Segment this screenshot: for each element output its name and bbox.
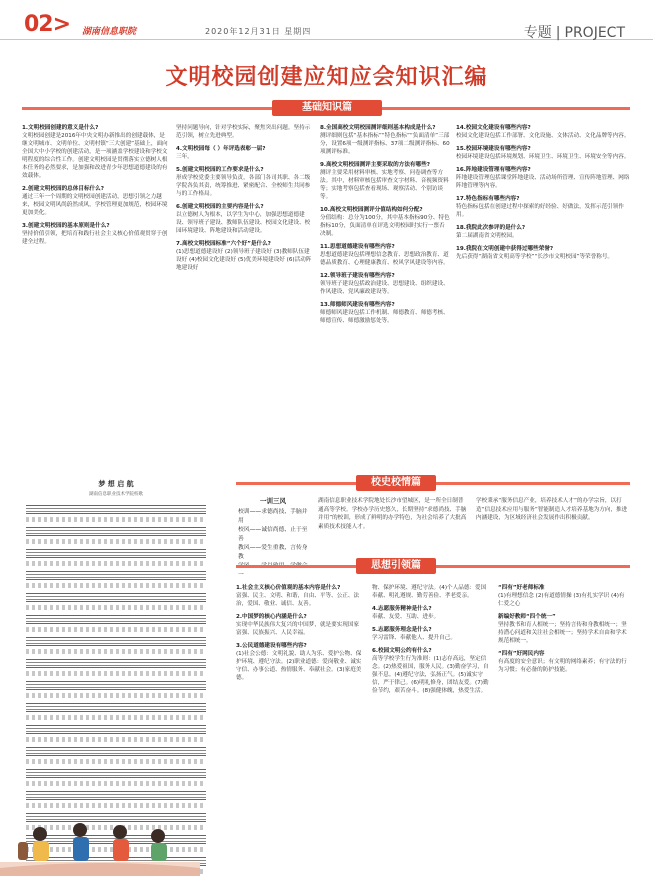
question-heading: “四有”好网民内容: [498, 651, 545, 657]
question-heading: 2.创建文明校园的总体目标什么?: [22, 186, 104, 192]
question-heading: 1.社会主义核心价值观的基本内容是什么?: [236, 585, 341, 591]
question-heading: 7.高校文明校园标准“六个好”是什么?: [176, 241, 271, 247]
answer-text: 校园环境建设包括环境规划、环境卫生、环境卫生、环境安全等内容。: [456, 154, 630, 160]
answer-text: 文明校园创建是2016年中央文明办新推出的创建载体，是继文明城市、文明单位、文明村镇“三大创建”基础上，面向全国大中小学校的创建活动，是一项涵盖学校建设和学校文明程度的综合性工作。创建文明校园是贯彻落实立德树人根本任务的必然要求，是加强和改进青少年思想道德建设的有效载体。: [22, 133, 168, 179]
question-heading: 5.创建文明校园的工作要求是什么?: [176, 167, 264, 173]
music-staff: [26, 747, 206, 756]
answer-text: 先后获得“湖南省文明高等学校”“长沙市文明校园”等荣誉称号。: [456, 254, 614, 260]
answer-text: 以立德树人为根本，以学生为中心，加强思想道德建设、领导班子建设、教师队伍建设、校园文化建设、校园环境建设、阵地建设和活动建设。: [176, 212, 311, 234]
music-staff: [26, 681, 206, 690]
lyric-line: [26, 737, 206, 742]
answer-text: 思想道德建设包括理想信念教育、思想政治教育、道德品质教育、心理健康教育、校风学风建设等内容。: [320, 252, 449, 266]
question-heading: 新编好教师“四个统一”: [498, 614, 556, 620]
lyric-line: [26, 693, 206, 698]
answer-text: 师德师风建设包括工作机制、师德教育、师德考核、师德宣传、师德激励惩处等。: [320, 310, 449, 324]
music-staff: [26, 659, 206, 668]
answer-text: 领导班子建设包括政治建设、思想建设、组织建设、作风建设、党风廉政建设等。: [320, 281, 449, 295]
question-heading: 8.全国高校文明校园测评细则基本构成是什么?: [320, 125, 436, 131]
question-heading: 15.校园环境建设有哪些内容?: [456, 146, 531, 152]
question-heading: 12.领导班子建设有哪些内容?: [320, 273, 395, 279]
answer-text: 阵地建设管理包括课堂阵地建设、活动场所管理、宣传阵地管理、网络阵地管理等内容。: [456, 175, 630, 189]
music-staff: [26, 703, 206, 712]
answer-text: 实现中华民族伟大复兴的中国梦，就是要实现国家富强、民族振兴、人民幸福。: [236, 622, 360, 636]
campus-band: [236, 475, 630, 491]
question-heading: 11.思想道德建设有哪些内容?: [320, 244, 395, 250]
answer-text: 富强、民主、文明、和谐，自由、平等、公正、法治，爱国、敬业、诚信、友善。: [236, 593, 360, 607]
answer-text: 坚持价值引领，把培育和践行社会主义核心价值观贯穿于创建全过程。: [22, 231, 168, 245]
answer-text: 坚持教书和育人相统一；坚持言传和身教相统一；坚持潜心问道和关注社会相统一；坚持学术自由和学术规范相统一。: [498, 622, 627, 644]
lyric-line: [26, 715, 206, 720]
question-heading: 18.我院此次参评的是什么?: [456, 225, 526, 231]
lyric-line: [26, 627, 206, 632]
lyric-line: [26, 649, 206, 654]
answer-text: 校园文化建设包括工作部署、文化设施、文体活动、文化品牌等内容。: [456, 133, 630, 139]
basics-column-2: [176, 124, 312, 272]
question-heading: 6.校园文明公约有什么?: [372, 648, 432, 654]
campus-text-2: 学校秉承“服务信息产业，培养技术人才”的办学宗旨，以打造“信息技术应用与服务”智能制造人才培养基地为方向，推进内涵建设，为区域经济社会发展作出积极贡献。: [476, 498, 628, 521]
answer-text: 分值结构：总分为100分，其中基本指标90分、特色指标10分，负面清单在评选文明校园时实行一票否决制。: [320, 215, 450, 237]
lyric-line: [26, 539, 206, 544]
answer-text: (1)社会公德：文明礼貌、助人为乐、爱护公物、保护环境、遵纪守法。(2)职业道德：爱岗敬业、诚实守信、办事公道、热情服务、奉献社会。(3)家庭美德。: [236, 651, 362, 681]
answer-text: (1)有理想信念 (2)有道德情操 (3)有扎实学识 (4)有仁爱之心: [498, 593, 625, 607]
music-staff: [26, 549, 206, 558]
students-illustration: [0, 808, 200, 876]
thought-column-2: [372, 584, 490, 695]
lyric-line: [26, 583, 206, 588]
answer-text: 通过三年一个周期的文明校园创建活动，思想引领之力越来，校园文明风尚蔚然成风，学校管理更加规范，校园环境更加美化。: [22, 194, 168, 216]
song-sheet: [22, 473, 210, 845]
question-heading: 6.创建文明校园的主要内容是什么?: [176, 204, 264, 210]
answer-text: 测评细则包括“基本指标”“特色指标”“负面清单”三部分，设置6项一级测评指标、37项二级测评指标、60项测评标准。: [320, 133, 450, 155]
answer-text: 特色指标包括在创建过程中探索的好经验、好做法，发挥示范引领作用。: [456, 204, 624, 218]
question-heading: 14.校园文化建设有哪些内容?: [456, 125, 531, 131]
basics-column-3: [320, 124, 450, 325]
campus-text-1: 湖南信息职业技术学院地处长沙市望城区，是一所全日制普通高等学校。学校办学历史悠久，长期坚持“求德尚技、手脑并用”的校训，形成了鲜明的办学特色，为社会培养了大批高素质技术技能人才。: [318, 498, 467, 530]
basics-column-4: [456, 124, 630, 261]
answer-text: 坚持问题导向，针对学校实际，聚焦突出问题。坚持示范引领，树立先进典型。: [176, 125, 311, 139]
music-staff: [26, 725, 206, 734]
page-header: [0, 0, 653, 40]
question-heading: 5.志愿服务理念是什么?: [372, 627, 432, 633]
answer-text: 第二届湖南省文明校园。: [456, 233, 518, 239]
music-staff: [26, 527, 206, 536]
thought-band: [236, 558, 630, 574]
motto-line: 教风——爱生重教、言传身教: [238, 545, 308, 560]
question-heading: 4.志愿服务精神是什么?: [372, 606, 432, 612]
lyric-line: [26, 759, 206, 764]
answer-text: 高等学校学生行为准则：(1)志存高远，坚定信念。(2)热爱祖国，服务人民。(3)勤奋学习，自强不息。(4)遵纪守法，弘扬正气。(5)诚实守信，严于律己。(6)明礼修身，团结友爱。(7)勤俭节约，艰苦奋斗。(8)强健体魄，热爱生活。: [372, 656, 489, 694]
motto-line: 校风——诚信尚德、止于至善: [238, 527, 308, 542]
music-staff: [26, 615, 206, 624]
question-heading: 3.公民道德建设有哪些内容?: [236, 643, 307, 649]
music-staff: [26, 505, 206, 514]
motto-line: 一: [238, 572, 244, 578]
answer-text: 奉献、友爱、互助、进步。: [372, 614, 440, 620]
lyric-line: [26, 561, 206, 566]
question-heading: 3.创建文明校园的基本原则是什么?: [22, 223, 110, 229]
section-label: 专题 | PROJECT: [523, 25, 625, 41]
lyric-line: [26, 605, 206, 610]
issue-date: 2020年12月31日 星期四: [205, 27, 312, 36]
motto-title: 一训三风: [260, 497, 286, 505]
paper-name: 湖南信息职院: [82, 27, 137, 37]
question-heading: 13.师德师风建设有哪些内容?: [320, 302, 395, 308]
answer-text: 学习雷锋、奉献他人、提升自己。: [372, 635, 456, 641]
answer-text: 三年。: [176, 154, 193, 160]
question-heading: 19.我院在文明创建中获得过哪些荣誉?: [456, 246, 554, 252]
answer-text: 测评主要采用材料审核、实地考察、问卷调查等方法。其中，材料审核包括审查文字材料、音视频资料等；实地考察包括查看现场、观察活动、个别访谈等。: [320, 170, 449, 200]
song-title: 梦 想 启 航: [98, 480, 134, 488]
thought-column-3: [498, 584, 630, 674]
answer-text: 物、保护环境、遵纪守法。(4)个人品德：爱国奉献、明礼遵规、勤劳善俭、孝老爱亲。: [372, 585, 487, 599]
question-heading: 16.阵地建设管理有哪些内容?: [456, 167, 531, 173]
basics-band-label: 基础知识篇: [272, 100, 382, 116]
music-staff: [26, 637, 206, 646]
song-subtitle: 湖南信息职业技术学院校歌: [89, 492, 143, 497]
question-heading: 9.高校文明校园测评主要采取的方法有哪些?: [320, 162, 430, 168]
question-heading: 10.高校文明校园测评分值结构如何分配?: [320, 207, 423, 213]
music-staff: [26, 769, 206, 778]
motto-line: 校训——求德尚技、手脑并用: [238, 509, 308, 524]
lyric-line: [26, 517, 206, 522]
answer-text: 形成学校党委主要领导负责，各部门各司其职、各二级学院各负其责，统筹推进、紧密配合、全校师生共同参与的工作格局。: [176, 175, 311, 197]
answer-text: (1)思想道德建设好 (2)领导班子建设好 (3)教师队伍建设好 (4)校园文化建设好 (5)优美环境建设好 (6)活动阵地建设好: [176, 249, 312, 271]
basics-column-1: [22, 124, 168, 246]
answer-text: 有高度的安全意识；有文明的网络素养；有守法的行为习惯；有必备的防护技能。: [498, 659, 627, 673]
music-staff: [26, 791, 206, 800]
thought-column-1: [236, 584, 364, 682]
question-heading: 17.特色指标有哪些内容?: [456, 196, 520, 202]
question-heading: 2.中国梦的核心内涵是什么?: [236, 614, 307, 620]
lyric-line: [26, 781, 206, 786]
question-heading: 1.文明校园创建的意义是什么?: [22, 125, 99, 131]
page-number: 02>: [24, 12, 71, 37]
question-heading: 4.文明校园每（ ）年评选表彰一届?: [176, 146, 266, 152]
question-heading: “四有”好老师标准: [498, 585, 545, 591]
basics-band: [22, 100, 630, 116]
campus-band-label: 校史校情篇: [356, 475, 436, 491]
thought-band-label: 思想引领篇: [356, 558, 436, 574]
music-staff: [26, 571, 206, 580]
page-title: 文明校园创建应知应会知识汇编: [165, 65, 488, 90]
lyric-line: [26, 671, 206, 676]
music-staff: [26, 593, 206, 602]
